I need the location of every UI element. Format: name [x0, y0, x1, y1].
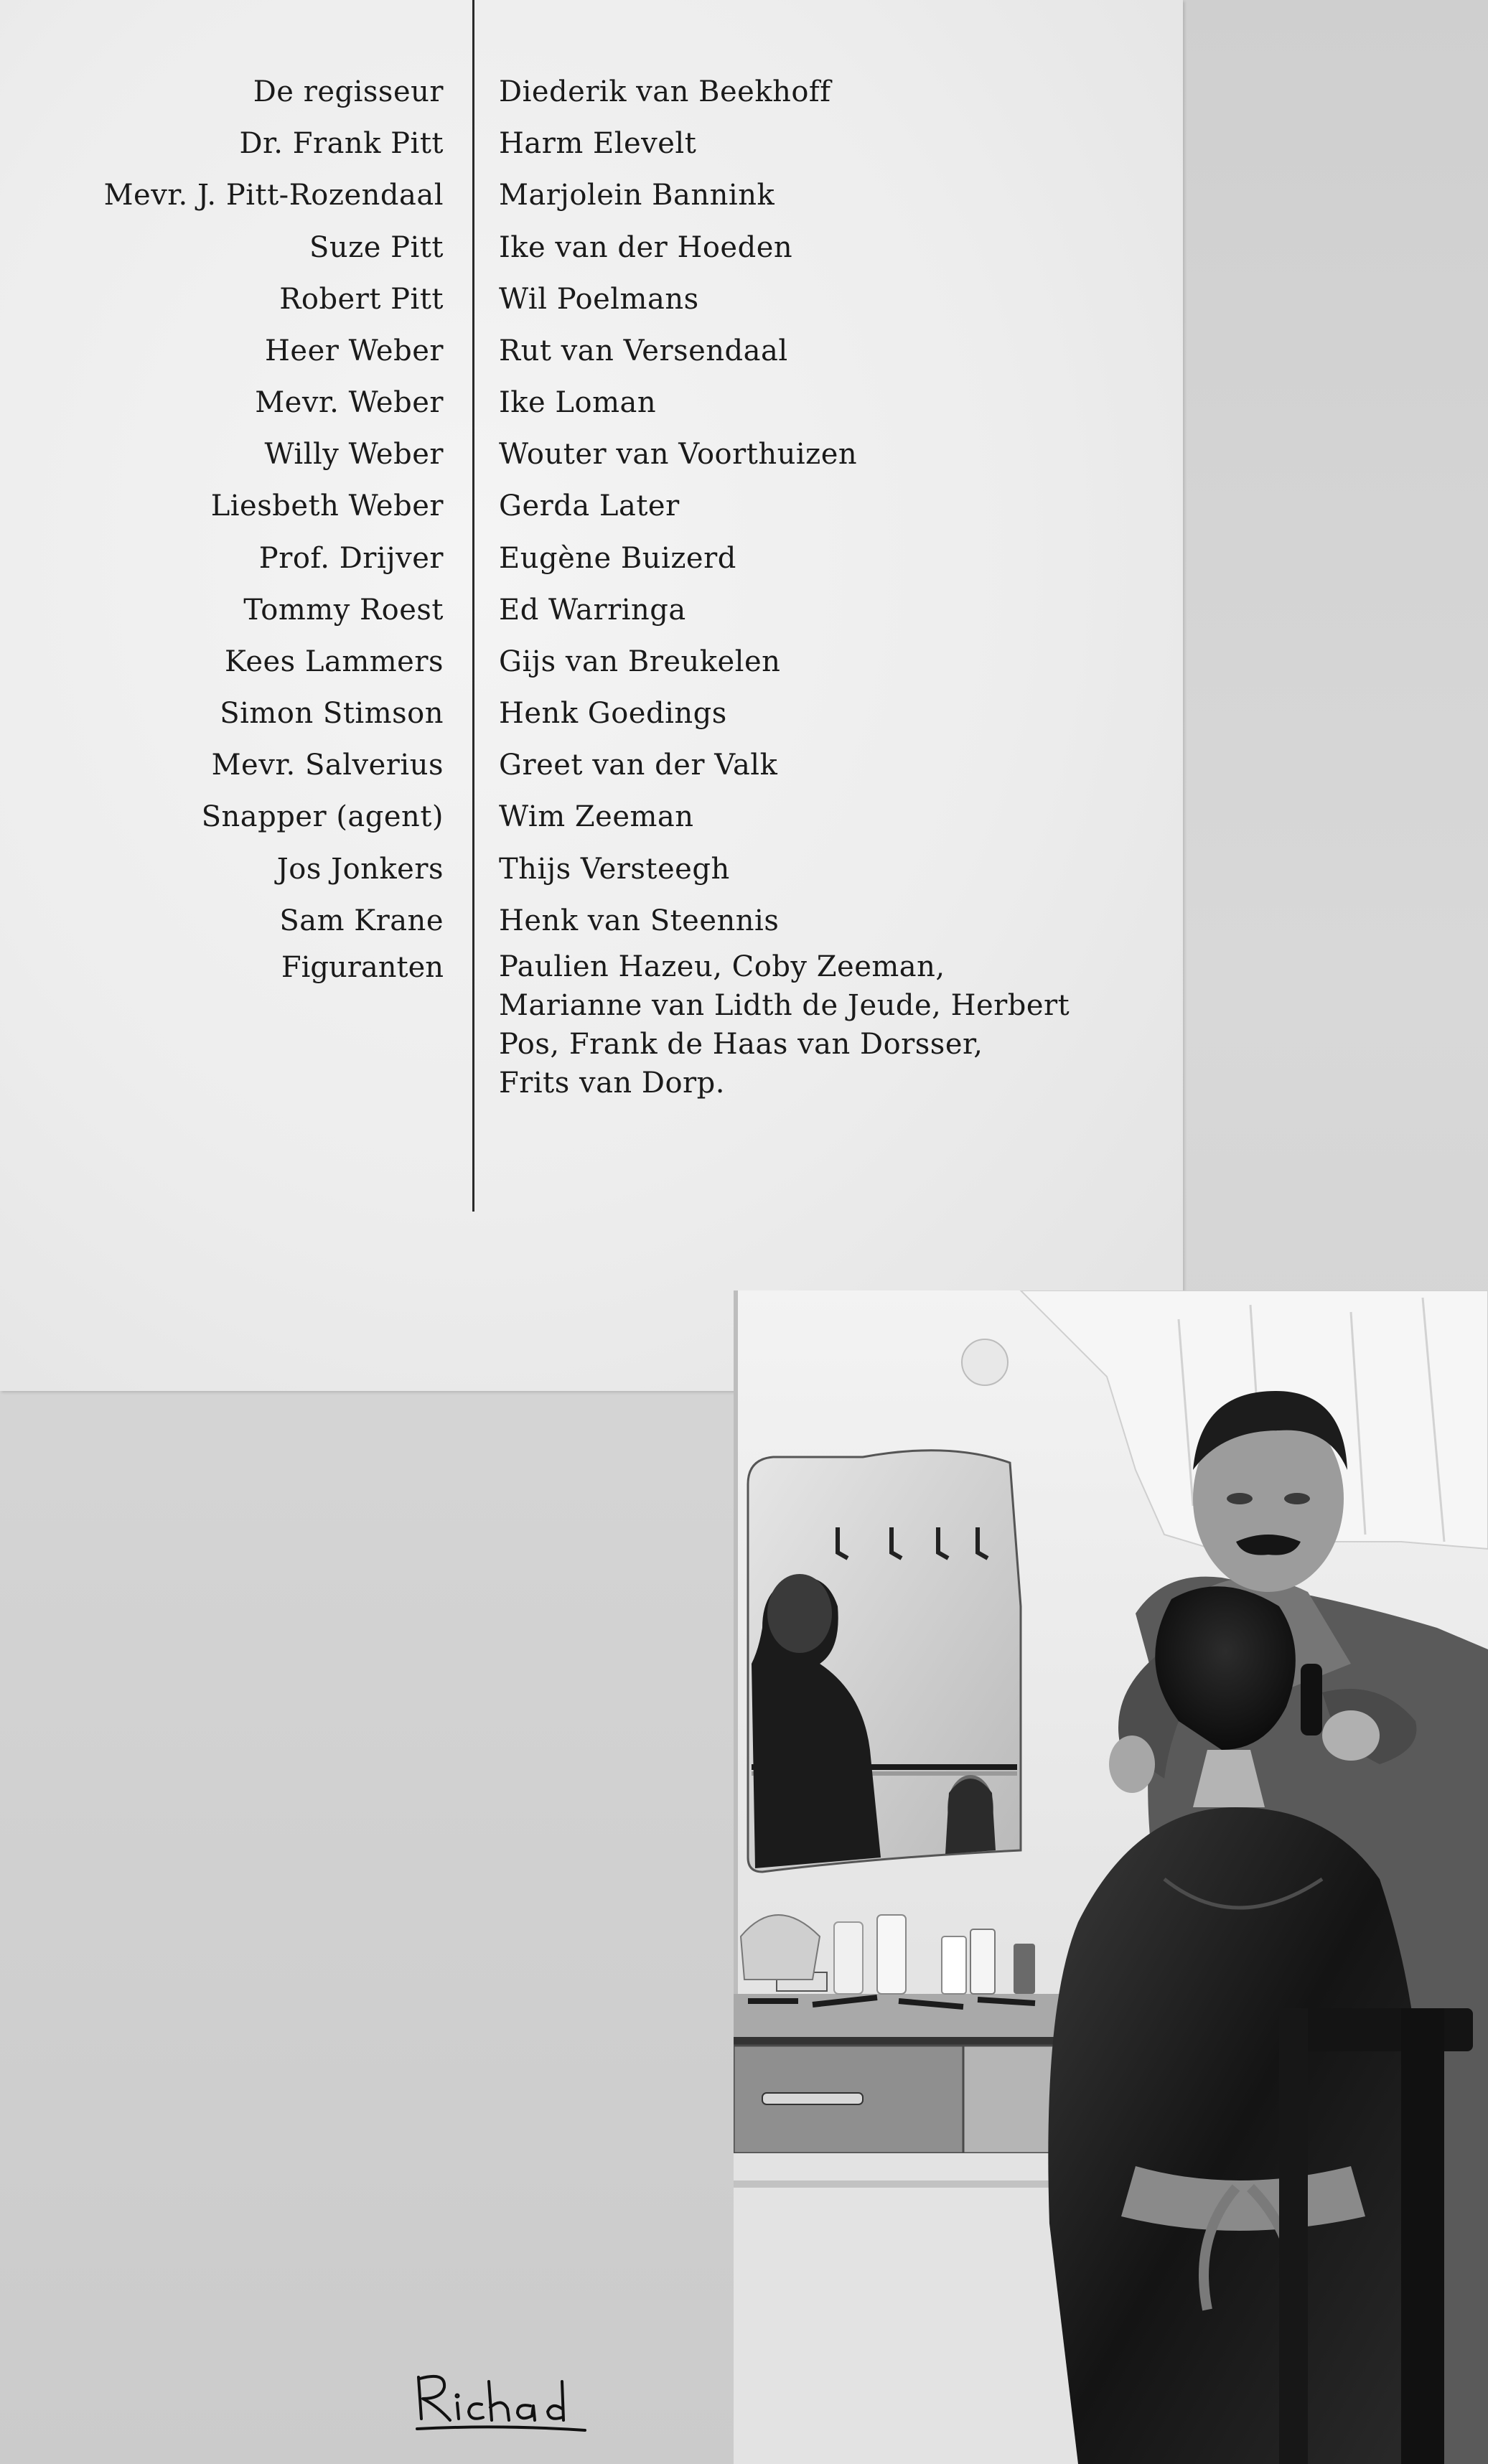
actor-name: Gerda Later — [499, 489, 680, 523]
actor-name: Wouter van Voorthuizen — [499, 438, 858, 471]
cast-row — [0, 745, 1183, 797]
actor-name: Thijs Versteegh — [499, 853, 730, 886]
extras-names — [499, 947, 1116, 1102]
cast-row — [0, 123, 1183, 175]
role-name: Jos Jonkers — [276, 853, 444, 886]
role-name: Mevr. J. Pitt-Rozendaal — [103, 179, 444, 212]
role-name: Dr. Frank Pitt — [239, 127, 444, 160]
actor-name: Henk Goedings — [499, 697, 727, 730]
role-name: Heer Weber — [265, 334, 444, 367]
role-name: Mevr. Weber — [255, 386, 444, 419]
actor-name: Harm Elevelt — [499, 127, 697, 160]
role-name: Prof. Drijver — [258, 542, 444, 575]
cast-row — [0, 538, 1183, 590]
role-name: De regisseur — [253, 75, 444, 108]
role-name: Snapper (agent) — [201, 800, 444, 833]
actor-name: Ed Warringa — [499, 594, 686, 627]
role-name: Sam Krane — [279, 904, 444, 937]
actor-name: Marjolein Bannink — [499, 179, 775, 212]
extras-line: Frits van Dorp. — [499, 1067, 725, 1100]
cast-row — [0, 228, 1183, 279]
extras-line: Pos, Frank de Haas van Dorsser, — [499, 1028, 983, 1061]
extras-line: Paulien Hazeu, Coby Zeeman, — [499, 950, 945, 983]
actor-name: Eugène Buizerd — [499, 542, 736, 575]
actor-name: Wil Poelmans — [499, 283, 699, 316]
cast-row — [0, 693, 1183, 745]
actor-name: Henk van Steennis — [499, 904, 780, 937]
cast-row — [0, 849, 1183, 901]
cast-row — [0, 797, 1183, 848]
backstage-photo — [734, 1290, 1488, 2464]
actor-name: Diederik van Beekhoff — [499, 75, 831, 108]
cast-row — [0, 331, 1183, 383]
cast-row — [0, 175, 1183, 227]
role-name: Suze Pitt — [309, 231, 444, 264]
cast-row — [0, 279, 1183, 331]
role-name: Mevr. Salverius — [211, 749, 444, 782]
actor-name: Gijs van Breukelen — [499, 645, 781, 678]
actor-name: Wim Zeeman — [499, 800, 694, 833]
role-name: Robert Pitt — [279, 283, 444, 316]
role-name: Kees Lammers — [225, 645, 444, 678]
role-name: Tommy Roest — [243, 594, 444, 627]
actor-name: Ike van der Hoeden — [499, 231, 793, 264]
cast-row — [0, 486, 1183, 538]
backstage-photo-drawing — [734, 1290, 1488, 2464]
cast-list-sheet — [0, 0, 1183, 1391]
cast-row — [0, 642, 1183, 693]
actor-name: Greet van der Valk — [499, 749, 778, 782]
extras-line: Marianne van Lidth de Jeude, Herbert — [499, 989, 1070, 1022]
cast-row — [0, 434, 1183, 486]
actor-name: Ike Loman — [499, 386, 657, 419]
role-name: Simon Stimson — [220, 697, 444, 730]
role-name: Willy Weber — [264, 438, 444, 471]
role-name: Liesbeth Weber — [210, 489, 444, 523]
extras-role-name: Figuranten — [281, 951, 444, 984]
cast-row — [0, 72, 1183, 123]
actor-name: Rut van Versendaal — [499, 334, 788, 367]
cast-row — [0, 901, 1183, 952]
cast-row — [0, 590, 1183, 642]
cast-row — [0, 383, 1183, 434]
handwritten-signature — [413, 2367, 599, 2439]
